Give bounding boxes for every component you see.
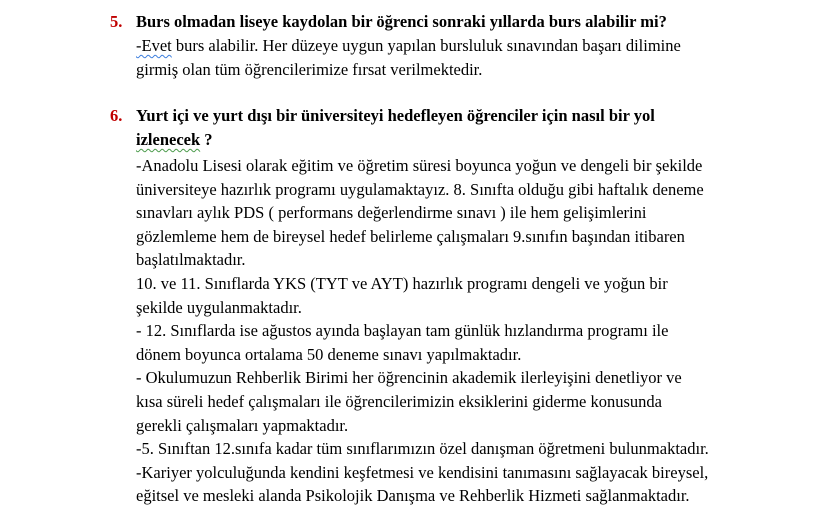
answer-block xyxy=(136,34,790,81)
answer-line: -Kariyer yolculuğunda kendini keşfetmesi ve kendisini tanımasını sağlayacak bireysel, xyxy=(136,462,709,482)
question-row xyxy=(110,10,790,34)
answer-line: şekilde uygulanmaktadır. xyxy=(136,297,302,317)
question-text: Burs olmadan liseye kaydolan bir öğrenci sonraki yıllarda burs alabilir mi? xyxy=(136,12,667,31)
answer-line: başlatılmaktadır. xyxy=(136,250,246,270)
answer-line: gözlemleme hem de bireysel hedef belirleme çalışmaları 9.sınıfın başından itibaren xyxy=(136,226,685,246)
grammarcheck-word: izlenecek xyxy=(136,130,201,149)
answer-line: 10. ve 11. Sınıflarda YKS (TYT ve AYT) hazırlık programı dengeli ve yoğun bir xyxy=(136,273,668,293)
spellcheck-word: -Evet xyxy=(136,36,172,55)
answer-line: - Okulumuzun Rehberlik Birimi her öğrencinin akademik ilerleyişini denetliyor ve xyxy=(136,368,682,388)
question-line xyxy=(136,128,655,152)
question-line-rest: ? xyxy=(200,130,213,149)
answer-line-text: burs alabilir. Her düzeye uygun yapılan bursluluk sınavından başarı dilimine xyxy=(171,36,681,55)
question-line: Yurt içi ve yurt dışı bir üniversiteyi hedefleyen öğrenciler için nasıl bir yol xyxy=(136,106,655,125)
answer-line xyxy=(136,34,790,58)
answer-block xyxy=(136,154,790,508)
faq-item-5 xyxy=(110,10,790,81)
answer-line: gerekli çalışmaları yapmaktadır. xyxy=(136,415,349,435)
answer-line: üniversiteye hazırlık programı uygulamaktayız. 8. Sınıfta olduğu gibi haftalık deneme xyxy=(136,179,704,199)
answer-line: - 12. Sınıflarda ise ağustos ayında başlayan tam günlük hızlandırma programı ile xyxy=(136,321,669,341)
answer-line: sınavları aylık PDS ( performans değerlendirme sınavı ) ile hem gelişimlerini xyxy=(136,203,647,223)
question-number: 5. xyxy=(110,12,123,31)
question-number: 6. xyxy=(110,106,123,125)
answer-line: dönem boyunca ortalama 50 deneme sınavı yapılmaktadır. xyxy=(136,344,522,364)
faq-item-6 xyxy=(110,104,790,508)
answer-line: eğitsel ve mesleki alanda Psikolojik Danışma ve Rehberlik Hizmeti sağlanmaktadır. xyxy=(136,486,690,506)
answer-line: kısa süreli hedef çalışmaları ile öğrencilerimizin eksiklerini giderme konusunda xyxy=(136,391,662,411)
answer-line: -5. Sınıftan 12.sınıfa kadar tüm sınıflarımızın özel danışman öğretmeni bulunmaktadır. xyxy=(136,439,709,459)
answer-line: -Anadolu Lisesi olarak eğitim ve öğretim süresi boyunca yoğun ve dengeli bir şekilde xyxy=(136,156,703,175)
question-row xyxy=(110,104,790,152)
question-text xyxy=(136,104,655,152)
answer-line: girmiş olan tüm öğrencilerimize fırsat verilmektedir. xyxy=(136,59,483,79)
